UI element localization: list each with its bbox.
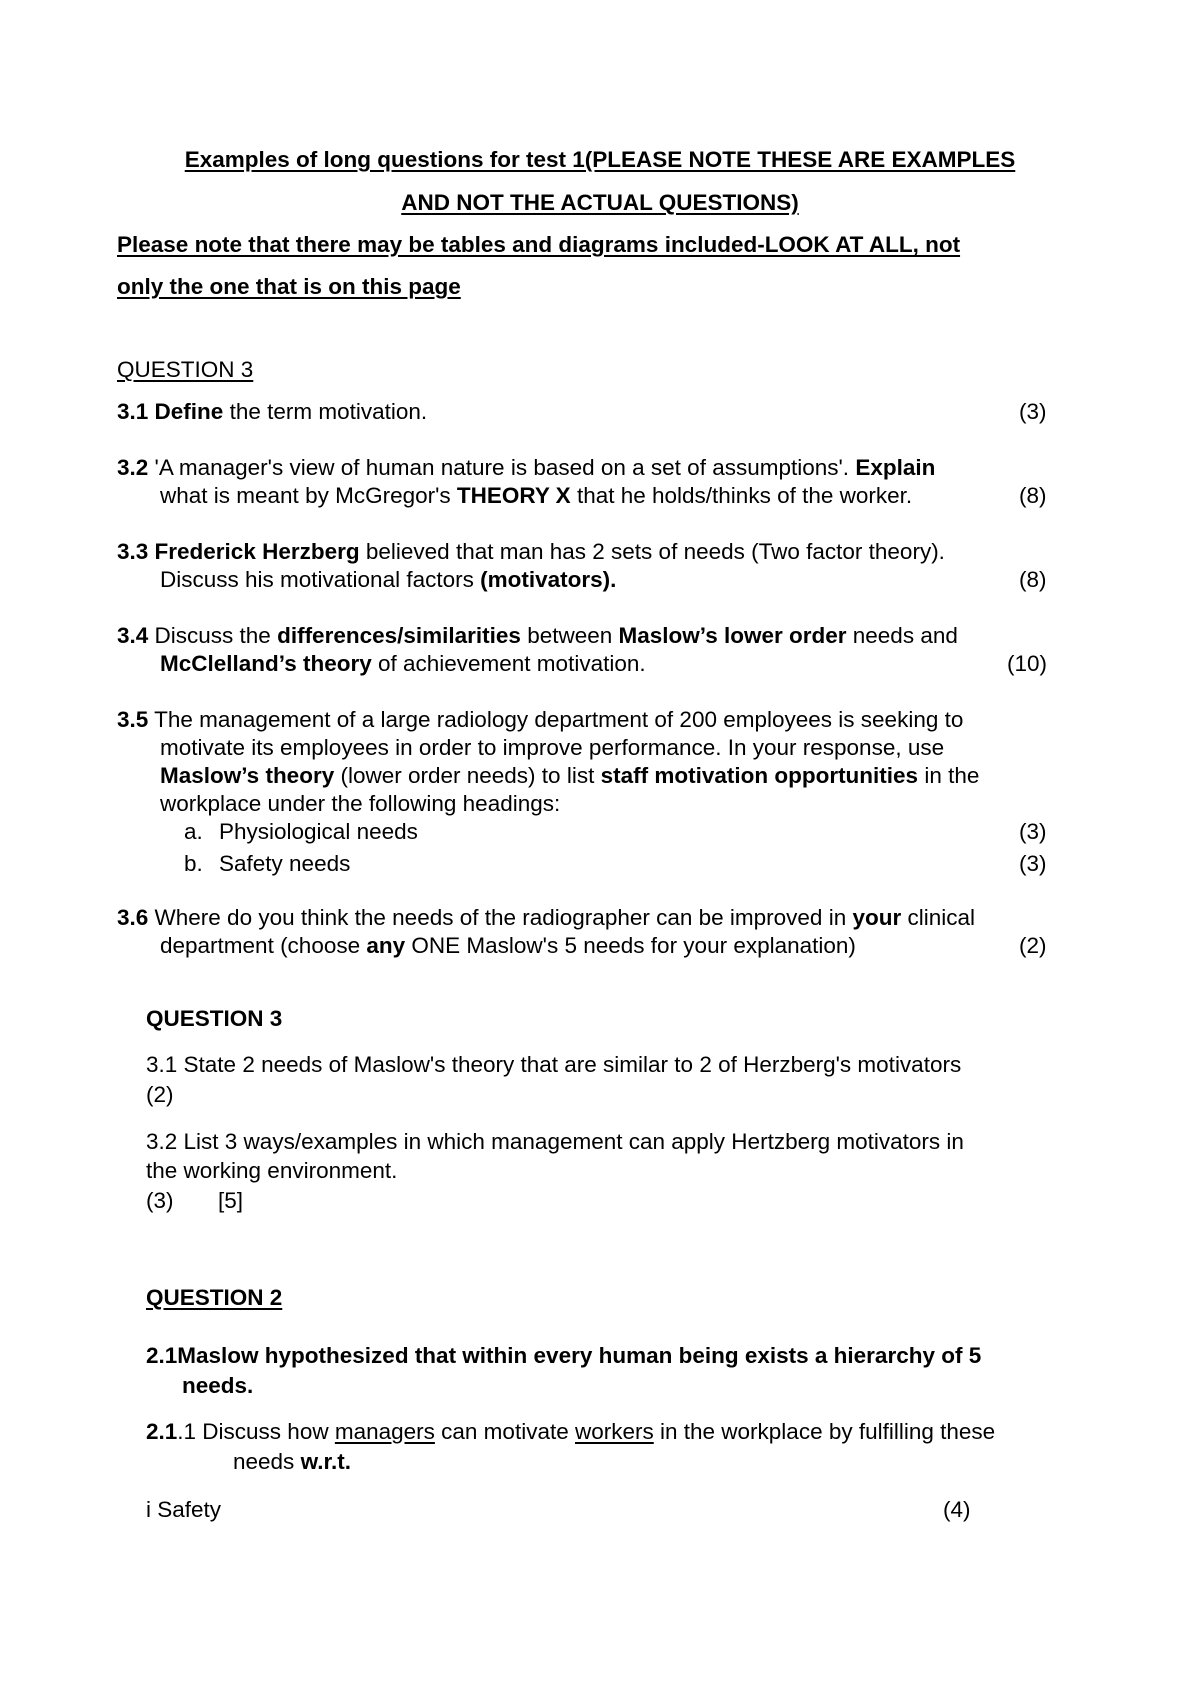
section-b-q32-line2: the working environment. bbox=[146, 1158, 398, 1183]
q-text: department (choose bbox=[160, 933, 367, 958]
q-text: that he holds/thinks of the worker. bbox=[570, 483, 913, 508]
mark-3-2: (8) bbox=[1019, 483, 1047, 508]
q-text: in the bbox=[918, 763, 980, 788]
q-text: ONE Maslow's 5 needs for your explanation) bbox=[405, 933, 856, 958]
mark-3-4: (10) bbox=[1007, 651, 1048, 676]
q-text: needs and bbox=[846, 623, 958, 648]
mark-item-i: (4) bbox=[943, 1497, 971, 1522]
q-text: what is meant by McGregor's bbox=[160, 483, 457, 508]
q-text: (lower order needs) to list bbox=[334, 763, 601, 788]
doc-title-line2: AND NOT THE ACTUAL QUESTIONS) bbox=[401, 190, 799, 215]
sub-item-a-letter: a. bbox=[184, 819, 203, 844]
sub-item-b-text: Safety needs bbox=[219, 851, 351, 876]
q-text: between bbox=[520, 623, 619, 648]
question-3-5-line3 bbox=[160, 762, 979, 790]
q-text: 'A manager's view of human nature is based on a set of assumptions'. bbox=[148, 455, 856, 480]
q-num: 3.2 bbox=[117, 455, 149, 480]
q-text: Discuss the bbox=[148, 623, 278, 648]
question-3-2-line1 bbox=[117, 454, 935, 482]
mark-3-3: (8) bbox=[1019, 567, 1047, 592]
q-text: of achievement motivation. bbox=[371, 651, 646, 676]
question-3-4-line1 bbox=[117, 622, 958, 650]
q-keyword: 3.3 Frederick Herzberg bbox=[117, 539, 360, 564]
q-text: the term motivation. bbox=[223, 399, 428, 424]
section-b-heading: QUESTION 3 bbox=[146, 1006, 283, 1031]
q-keyword: Maslow’s lower order bbox=[618, 623, 847, 648]
q-keyword: differences/similarities bbox=[277, 623, 521, 648]
question-3-5-line2: motivate its employees in order to improve performance. In your response, use bbox=[160, 735, 945, 760]
q-keyword: staff motivation opportunities bbox=[600, 763, 919, 788]
mark-3-6: (2) bbox=[1019, 933, 1047, 958]
q-keyword: Maslow’s theory bbox=[160, 763, 335, 788]
question-3-5-line4: workplace under the following headings: bbox=[160, 791, 561, 816]
section-b-q32-mark: (3) bbox=[146, 1188, 174, 1213]
q-text: clinical bbox=[901, 905, 976, 930]
mark-3-5a: (3) bbox=[1019, 819, 1047, 844]
section-b-q32-line1: 3.2 List 3 ways/examples in which management can apply Hertzberg motivators in bbox=[146, 1129, 964, 1154]
question-2-1-1-line2 bbox=[233, 1448, 351, 1476]
q-text: needs bbox=[233, 1449, 301, 1474]
question-3-1 bbox=[117, 398, 427, 426]
q-keyword: (motivators). bbox=[480, 567, 617, 592]
question-3-3-line1 bbox=[117, 538, 945, 566]
mark-3-5b: (3) bbox=[1019, 851, 1047, 876]
section-b-q31-line2: (2) bbox=[146, 1082, 174, 1107]
q-text: Discuss his motivational factors bbox=[160, 567, 481, 592]
q-keyword: Define bbox=[154, 399, 224, 424]
sub-item-a-text: Physiological needs bbox=[219, 819, 418, 844]
q-text: Where do you think the needs of the radiographer can be improved in bbox=[148, 905, 853, 930]
note-line1: Please note that there may be tables and diagrams included-LOOK AT ALL, not bbox=[117, 232, 961, 257]
section-a-heading: QUESTION 3 bbox=[117, 357, 254, 382]
q-keyword: your bbox=[852, 905, 902, 930]
question-3-6-line1 bbox=[117, 904, 975, 932]
q-text: The management of a large radiology department of 200 employees is seeking to bbox=[148, 707, 964, 732]
q-keyword: THEORY X bbox=[456, 483, 571, 508]
question-3-6-line2 bbox=[160, 932, 856, 960]
question-2-1-line2: needs. bbox=[182, 1373, 254, 1398]
q-num: 3.4 bbox=[117, 623, 149, 648]
q-text: .1 Discuss how bbox=[177, 1419, 335, 1444]
q-underlined: managers bbox=[334, 1419, 435, 1444]
section-c-heading: QUESTION 2 bbox=[146, 1285, 283, 1310]
section-b-q31-line1: 3.1 State 2 needs of Maslow's theory that are similar to 2 of Herzberg's motivators bbox=[146, 1052, 962, 1077]
q-text: in the workplace by fulfilling these bbox=[653, 1419, 996, 1444]
q-keyword: McClelland’s theory bbox=[160, 651, 372, 676]
q-keyword: any bbox=[366, 933, 406, 958]
q-underlined: workers bbox=[574, 1419, 654, 1444]
q-text: believed that man has 2 sets of needs (Two factor theory). bbox=[359, 539, 945, 564]
doc-title-line1: Examples of long questions for test 1(PLEASE NOTE THESE ARE EXAMPLES bbox=[184, 147, 1016, 172]
note-line2: only the one that is on this page bbox=[117, 274, 461, 299]
question-3-4-line2 bbox=[160, 650, 646, 678]
question-3-3-line2 bbox=[160, 566, 616, 594]
question-2-1-line1: 2.1Maslow hypothesized that within every human being exists a hierarchy of 5 bbox=[146, 1343, 982, 1368]
q-text: can motivate bbox=[434, 1419, 575, 1444]
section-b-total: [5] bbox=[218, 1188, 244, 1213]
q-num: 2.1 bbox=[146, 1419, 178, 1444]
question-3-5-line1 bbox=[117, 706, 963, 734]
q-keyword: Explain bbox=[855, 455, 936, 480]
q-num: 3.6 bbox=[117, 905, 149, 930]
q-keyword: w.r.t. bbox=[300, 1449, 351, 1474]
question-3-2-line2 bbox=[160, 482, 912, 510]
q-num: 3.1 bbox=[117, 399, 149, 424]
sub-item-b-letter: b. bbox=[184, 851, 203, 876]
item-i-safety: i Safety bbox=[146, 1497, 222, 1522]
question-2-1-1-line1 bbox=[146, 1418, 995, 1446]
mark-3-1: (3) bbox=[1019, 399, 1047, 424]
q-num: 3.5 bbox=[117, 707, 149, 732]
